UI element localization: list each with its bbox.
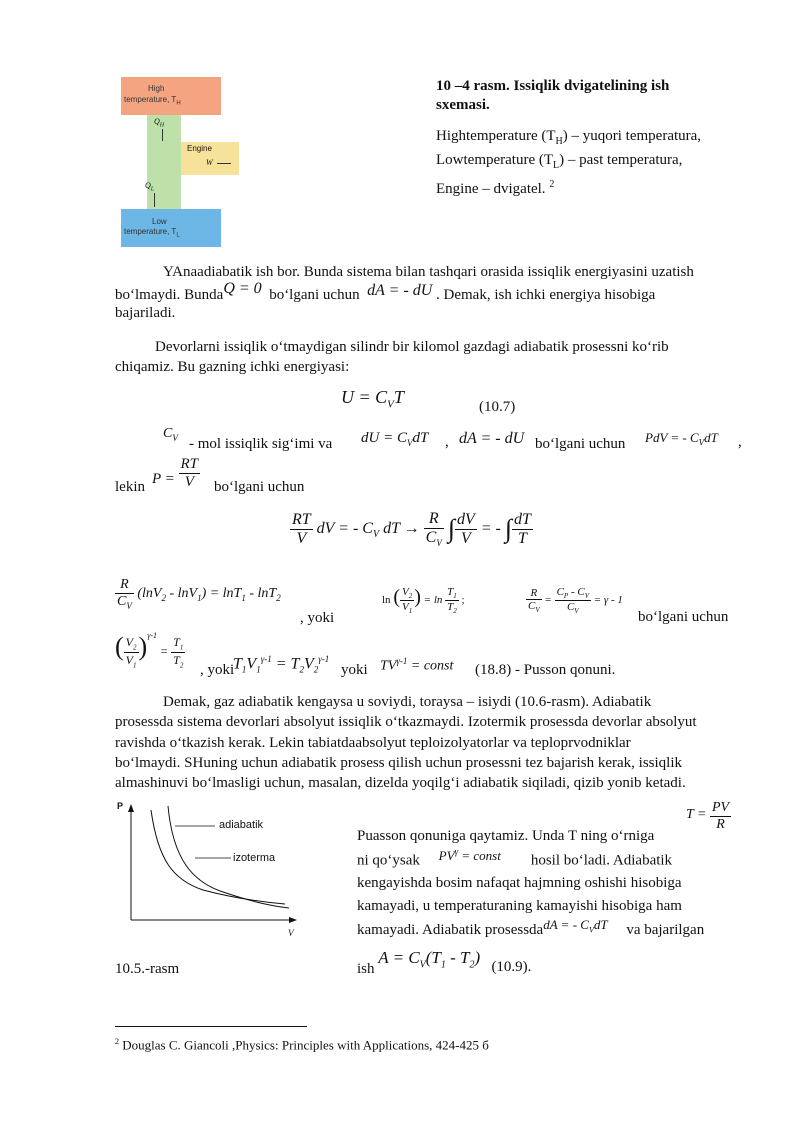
log-line-tail: bo‘lgani uchun [638, 609, 729, 625]
log-equation: $\frac{R}{C_V}$ (lnV$_2$ - lnV$_1$) = lnT$_1$ - lnT$_2$ [117, 577, 281, 611]
p-axis-arrow-icon [128, 804, 134, 812]
low-temp-label: temperature, $T_L$ [124, 227, 180, 239]
pusson-yoki-1: , yoki [200, 662, 235, 678]
equation-10-7: $U = C_VT$ [341, 387, 404, 411]
para1-line3: bajariladi. [115, 305, 176, 321]
para3-line1: Demak, gaz adiabatik kengaysa u soviydi, toraysa – isiydi (10.6-rasm). Adiabatik [163, 694, 652, 710]
ql-label: $Q_L$ [145, 181, 155, 193]
adiabatik-label: adiabatik [219, 819, 264, 831]
para3-line5: almashinuvi bo‘lmasligi uchun, masalan, dizelda yoqilg‘i adiabatik siqiladi, qizib yonib ketadi. [115, 775, 686, 791]
para4-line1: Puasson qonuniga qaytamiz. Unda T ning o‘rniga [357, 828, 655, 844]
gamma-equation: $\frac{R}{C_V}$ = $\frac{C_P - C_V}{C_V}$ = γ - 1 [528, 586, 623, 616]
volume-ratio-equation: ( $\frac{V_2}{V_1}$ )$^{\gamma-1}$ = $\frac{T_1}{T_2}$ [115, 631, 184, 670]
tv-equation: $T_1V_1^{\gamma-1} = T_2V_2^{\gamma-1}$ [233, 654, 330, 675]
high-temp-label: temperature, $T_H$ [124, 95, 181, 107]
ln-ratio-equation: ln ( $\frac{V_2}{V_1}$ ) = ln $\frac{T_1}{T_2}$ ; [382, 586, 465, 616]
caption-line-engine: Engine – dvigatel. $^2$ [436, 179, 555, 197]
integral-equation: $\frac{RT}{V}$ dV = - $C_V$ dT → $\frac{R}{C_V}$ ∫ $\frac{dV}{V}$ = - ∫ $\frac{dT}{T}$ [292, 510, 531, 549]
caption-title-line2: sxemasi. [436, 97, 490, 113]
footnote-divider [115, 1026, 307, 1027]
para1-line1: YAnaadiabatik ish bor. Bunda sistema bilan tashqari orasida issiqlik energiyasini uzatish [163, 264, 694, 280]
log-yoki: , yoki [300, 610, 335, 626]
heat-engine-figure [121, 77, 221, 247]
equation-number-10-7: (10.7) [479, 399, 516, 415]
caption-line-low: Lowtemperature $(T_L)$ – past temperatura, [436, 152, 683, 171]
para2-line1: Devorlarni issiqlik o‘tmaydigan silindr bir kilomol gazdagi adiabatik prosessni ko‘rib [155, 339, 669, 355]
footnote: $^2$ Douglas C. Giancoli ,Physics: Principles with Applications, 424-425 б [115, 1037, 489, 1053]
v-axis-arrow-icon [289, 917, 297, 923]
para3-line2: prosessda sistema devorlari absolyut issiqlik o‘tkazmaydi. Izotermik prosessda devorlar absolyut [115, 714, 697, 730]
low-label: Low [152, 217, 167, 226]
para4-line5: kamayadi. Adiabatik prosessdadA = - $C_VdT$ va bajarilgan [357, 917, 705, 938]
para4-line2: ni qo‘ysak $PV^\gamma$ = const hosil bo‘ladi. Adiabatik [357, 847, 673, 869]
p-equals-rt-over-v: P = $\frac{RT}{V}$ [152, 456, 199, 490]
qh-arrow-icon [162, 129, 163, 141]
ql-arrow-icon [154, 193, 155, 207]
para1-line2: bo‘lmaydi. BundaQ = 0 bo‘lgani uchun dA = - dU . Demak, ish ichki energiya hisobiga [115, 280, 656, 303]
para4-line3: kengayishda bosim nafaqat hajmning oshishi hisobiga [357, 875, 682, 891]
caption-title [436, 77, 756, 115]
pv-diagram [113, 800, 308, 942]
p-axis-label: P [117, 801, 124, 811]
para4-line4: kamayadi, u temperaturaning kamayishi hisobiga ham [357, 898, 682, 914]
high-label: High [148, 84, 165, 93]
lekin-label: lekin [115, 479, 145, 495]
caption-title-line1: 10 –4 rasm. Issiqlik dvigatelining ish [436, 78, 670, 94]
qh-label: $Q_H$ [154, 117, 165, 129]
figure-caption [436, 77, 756, 199]
para3-line4: bo‘lmaydi. SHuning uchun adiabatik prosess qilish uchun prosessni tez bajarish kerak, issiqlik [115, 755, 682, 771]
para3-line3: ravishda o‘tkazish kerak. Lekin tabiatdaabsolyut teploizolyatorlar va teploprvodniklar [115, 735, 631, 751]
v-axis-label: V [288, 928, 294, 938]
w-label: W [206, 158, 213, 167]
para2-line2: chiqamiz. Bu gazning ichki energiyasi: [115, 359, 350, 375]
izoterma-label: izoterma [233, 852, 276, 864]
caption-line-high: Hightemperature $(T_H)$ – yuqori temperatura, [436, 128, 702, 147]
w-arrow-icon [217, 163, 231, 164]
engine-stem [147, 115, 181, 215]
t-equals-pv-over-r: T = $\frac{PV}{R}$ [686, 800, 730, 832]
para4-line6: ish $A = C_V(T_1 - T_2)$ (10.9). [357, 948, 532, 977]
pusson-law-label: (18.8) - Pusson qonuni. [475, 662, 616, 678]
graph-caption: 10.5.-rasm [115, 961, 180, 977]
lekin-tail: bo‘lgani uchun [214, 479, 305, 495]
tv-const: $TV^{\gamma-1}$ = const [380, 656, 454, 674]
pusson-yoki-2: yoki [341, 662, 368, 678]
engine-label: Engine [187, 144, 212, 153]
